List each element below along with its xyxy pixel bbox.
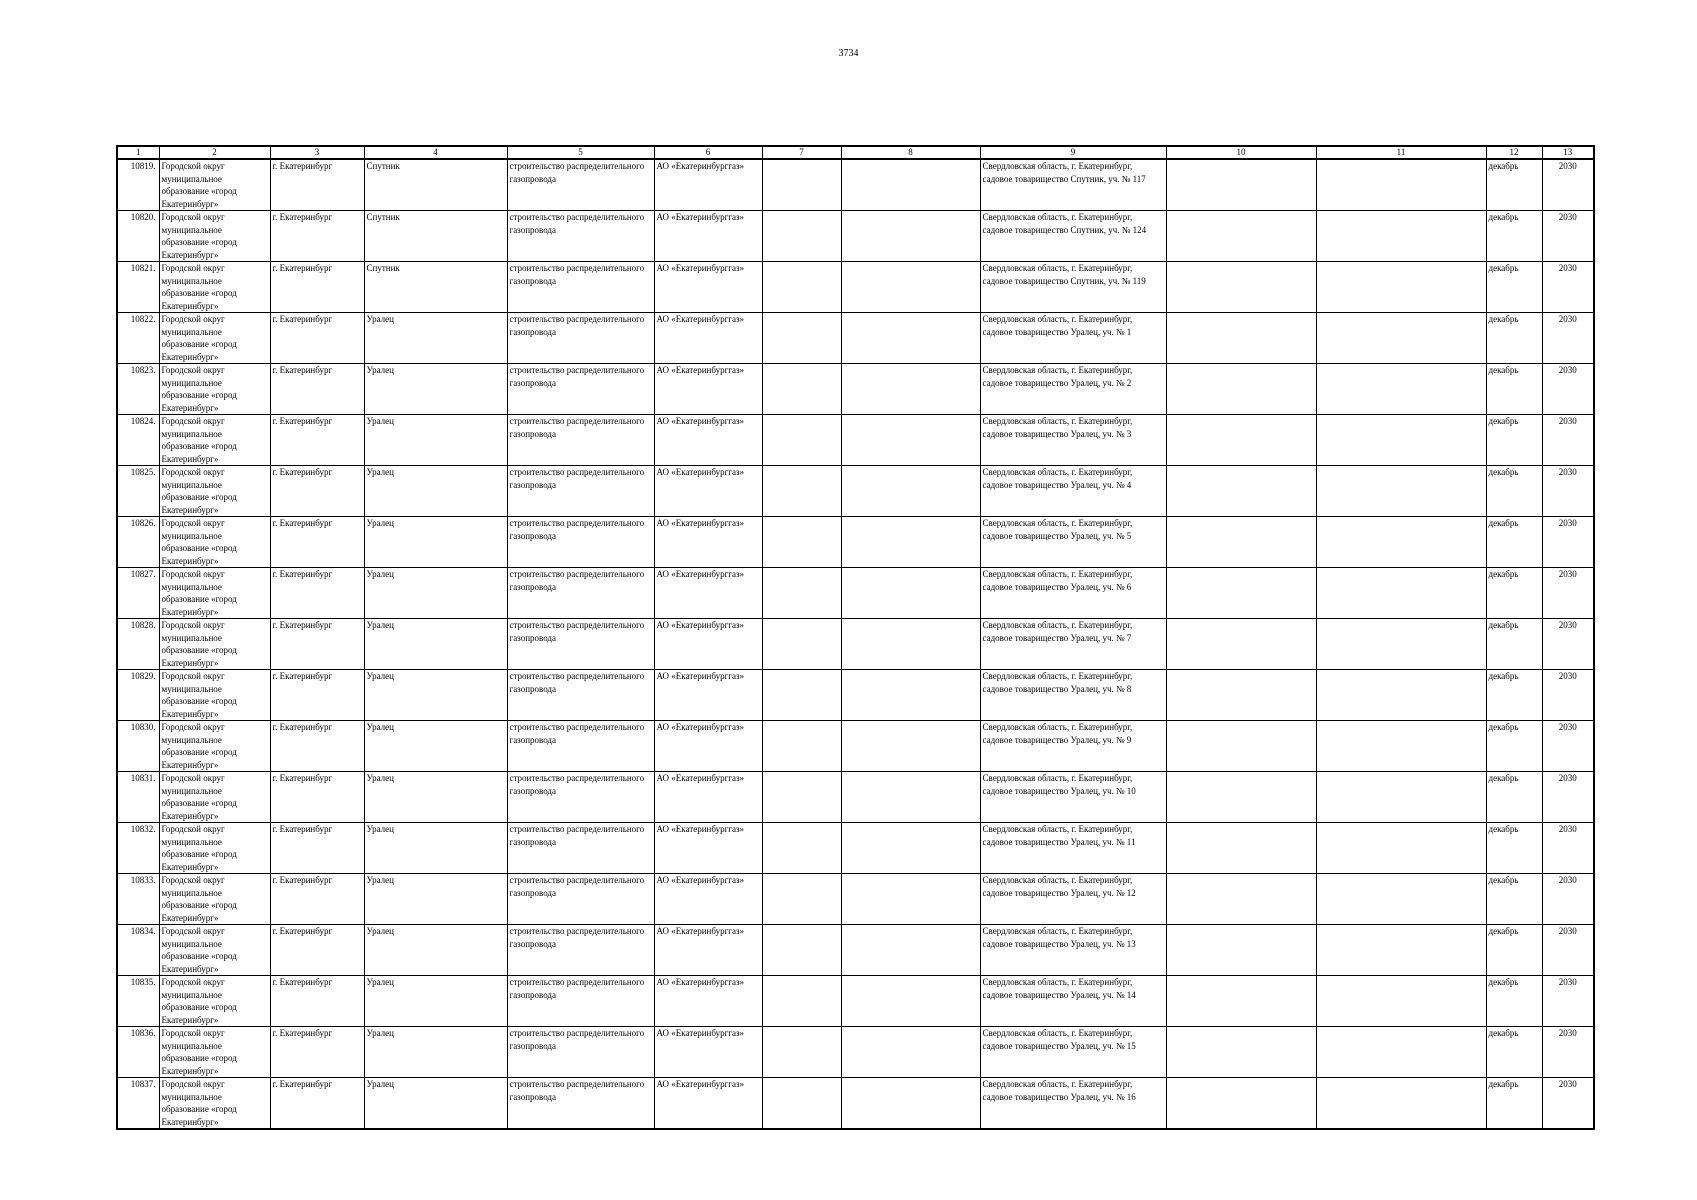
row-number: 10828.: [117, 619, 159, 670]
organization-cell: АО «Екатеринбурггаз»: [654, 772, 762, 823]
address-cell: Свердловская область, г. Екатеринбург, садовое товарищество Уралец, уч. № 10: [980, 772, 1166, 823]
work-type-cell: строительство распределительного газопровода: [507, 670, 654, 721]
address-cell: Свердловская область, г. Екатеринбург, садовое товарищество Спутник, уч. № 117: [980, 159, 1166, 211]
table-row: [117, 1027, 1594, 1078]
column-number-4: 4: [364, 146, 507, 159]
year-cell: 2030: [1542, 262, 1594, 313]
month-cell: декабрь: [1486, 976, 1542, 1027]
table-row: [117, 619, 1594, 670]
city-cell: г. Екатеринбург: [270, 415, 364, 466]
column-number-row: [117, 146, 1594, 159]
column-number-6: 6: [654, 146, 762, 159]
year-cell: 2030: [1542, 568, 1594, 619]
column-11-cell: [1316, 466, 1486, 517]
settlement-cell: Спутник: [364, 211, 507, 262]
table-row: [117, 415, 1594, 466]
organization-cell: АО «Екатеринбурггаз»: [654, 1078, 762, 1130]
district-cell: Городской округ муниципальное образование «город Екатеринбург»: [159, 517, 270, 568]
year-cell: 2030: [1542, 670, 1594, 721]
year-cell: 2030: [1542, 159, 1594, 211]
settlement-cell: Спутник: [364, 159, 507, 211]
district-cell: Городской округ муниципальное образование «город Екатеринбург»: [159, 262, 270, 313]
column-11-cell: [1316, 364, 1486, 415]
table-row: [117, 925, 1594, 976]
year-cell: 2030: [1542, 619, 1594, 670]
column-number-5: 5: [507, 146, 654, 159]
year-cell: 2030: [1542, 211, 1594, 262]
column-8-cell: [841, 211, 980, 262]
page-number: 3734: [838, 48, 859, 59]
column-7-cell: [762, 364, 841, 415]
work-type-cell: строительство распределительного газопровода: [507, 1027, 654, 1078]
column-11-cell: [1316, 262, 1486, 313]
column-11-cell: [1316, 670, 1486, 721]
column-11-cell: [1316, 772, 1486, 823]
city-cell: г. Екатеринбург: [270, 874, 364, 925]
column-7-cell: [762, 466, 841, 517]
organization-cell: АО «Екатеринбурггаз»: [654, 670, 762, 721]
column-number-10: 10: [1166, 146, 1316, 159]
organization-cell: АО «Екатеринбурггаз»: [654, 1027, 762, 1078]
address-cell: Свердловская область, г. Екатеринбург, садовое товарищество Уралец, уч. № 2: [980, 364, 1166, 415]
row-number: 10824.: [117, 415, 159, 466]
district-cell: Городской округ муниципальное образование «город Екатеринбург»: [159, 364, 270, 415]
city-cell: г. Екатеринбург: [270, 721, 364, 772]
organization-cell: АО «Екатеринбурггаз»: [654, 874, 762, 925]
address-cell: Свердловская область, г. Екатеринбург, садовое товарищество Спутник, уч. № 119: [980, 262, 1166, 313]
district-cell: Городской округ муниципальное образование «город Екатеринбург»: [159, 415, 270, 466]
column-10-cell: [1166, 466, 1316, 517]
table-body: [117, 146, 1594, 1129]
column-8-cell: [841, 262, 980, 313]
column-11-cell: [1316, 159, 1486, 211]
settlement-cell: Уралец: [364, 364, 507, 415]
month-cell: декабрь: [1486, 159, 1542, 211]
month-cell: декабрь: [1486, 670, 1542, 721]
address-cell: Свердловская область, г. Екатеринбург, садовое товарищество Уралец, уч. № 8: [980, 670, 1166, 721]
district-cell: Городской округ муниципальное образование «город Екатеринбург»: [159, 619, 270, 670]
column-10-cell: [1166, 364, 1316, 415]
organization-cell: АО «Екатеринбурггаз»: [654, 823, 762, 874]
column-8-cell: [841, 874, 980, 925]
address-cell: Свердловская область, г. Екатеринбург, садовое товарищество Уралец, уч. № 4: [980, 466, 1166, 517]
column-10-cell: [1166, 159, 1316, 211]
organization-cell: АО «Екатеринбурггаз»: [654, 159, 762, 211]
column-7-cell: [762, 976, 841, 1027]
table-row: [117, 823, 1594, 874]
column-7-cell: [762, 159, 841, 211]
organization-cell: АО «Екатеринбурггаз»: [654, 925, 762, 976]
column-11-cell: [1316, 874, 1486, 925]
year-cell: 2030: [1542, 721, 1594, 772]
column-number-11: 11: [1316, 146, 1486, 159]
row-number: 10834.: [117, 925, 159, 976]
city-cell: г. Екатеринбург: [270, 568, 364, 619]
column-7-cell: [762, 721, 841, 772]
district-cell: Городской округ муниципальное образование «город Екатеринбург»: [159, 159, 270, 211]
column-11-cell: [1316, 211, 1486, 262]
column-8-cell: [841, 670, 980, 721]
row-number: 10832.: [117, 823, 159, 874]
column-8-cell: [841, 619, 980, 670]
row-number: 10835.: [117, 976, 159, 1027]
work-type-cell: строительство распределительного газопровода: [507, 517, 654, 568]
column-11-cell: [1316, 1078, 1486, 1130]
organization-cell: АО «Екатеринбурггаз»: [654, 313, 762, 364]
column-8-cell: [841, 976, 980, 1027]
column-10-cell: [1166, 517, 1316, 568]
address-cell: Свердловская область, г. Екатеринбург, садовое товарищество Спутник, уч. № 124: [980, 211, 1166, 262]
district-cell: Городской округ муниципальное образование «город Екатеринбург»: [159, 1027, 270, 1078]
year-cell: 2030: [1542, 313, 1594, 364]
column-10-cell: [1166, 262, 1316, 313]
organization-cell: АО «Екатеринбурггаз»: [654, 364, 762, 415]
year-cell: 2030: [1542, 976, 1594, 1027]
column-10-cell: [1166, 721, 1316, 772]
settlement-cell: Уралец: [364, 976, 507, 1027]
address-cell: Свердловская область, г. Екатеринбург, садовое товарищество Уралец, уч. № 11: [980, 823, 1166, 874]
month-cell: декабрь: [1486, 568, 1542, 619]
organization-cell: АО «Екатеринбурггаз»: [654, 262, 762, 313]
column-10-cell: [1166, 211, 1316, 262]
address-cell: Свердловская область, г. Екатеринбург, садовое товарищество Уралец, уч. № 13: [980, 925, 1166, 976]
district-cell: Городской округ муниципальное образование «город Екатеринбург»: [159, 670, 270, 721]
column-number-2: 2: [159, 146, 270, 159]
row-number: 10827.: [117, 568, 159, 619]
column-10-cell: [1166, 823, 1316, 874]
year-cell: 2030: [1542, 415, 1594, 466]
city-cell: г. Екатеринбург: [270, 211, 364, 262]
address-cell: Свердловская область, г. Екатеринбург, садовое товарищество Уралец, уч. № 5: [980, 517, 1166, 568]
year-cell: 2030: [1542, 364, 1594, 415]
column-10-cell: [1166, 1027, 1316, 1078]
address-cell: Свердловская область, г. Екатеринбург, садовое товарищество Уралец, уч. № 16: [980, 1078, 1166, 1130]
row-number: 10826.: [117, 517, 159, 568]
address-cell: Свердловская область, г. Екатеринбург, садовое товарищество Уралец, уч. № 9: [980, 721, 1166, 772]
settlement-cell: Уралец: [364, 925, 507, 976]
column-number-12: 12: [1486, 146, 1542, 159]
address-cell: Свердловская область, г. Екатеринбург, садовое товарищество Уралец, уч. № 15: [980, 1027, 1166, 1078]
city-cell: г. Екатеринбург: [270, 976, 364, 1027]
year-cell: 2030: [1542, 925, 1594, 976]
month-cell: декабрь: [1486, 313, 1542, 364]
row-number: 10822.: [117, 313, 159, 364]
column-7-cell: [762, 262, 841, 313]
column-11-cell: [1316, 313, 1486, 364]
column-11-cell: [1316, 721, 1486, 772]
year-cell: 2030: [1542, 823, 1594, 874]
settlement-cell: Уралец: [364, 721, 507, 772]
organization-cell: АО «Екатеринбурггаз»: [654, 211, 762, 262]
column-number-8: 8: [841, 146, 980, 159]
work-type-cell: строительство распределительного газопровода: [507, 364, 654, 415]
table-row: [117, 874, 1594, 925]
column-11-cell: [1316, 925, 1486, 976]
column-8-cell: [841, 313, 980, 364]
month-cell: декабрь: [1486, 262, 1542, 313]
address-cell: Свердловская область, г. Екатеринбург, садовое товарищество Уралец, уч. № 6: [980, 568, 1166, 619]
month-cell: декабрь: [1486, 874, 1542, 925]
organization-cell: АО «Екатеринбурггаз»: [654, 466, 762, 517]
column-10-cell: [1166, 670, 1316, 721]
month-cell: декабрь: [1486, 211, 1542, 262]
month-cell: декабрь: [1486, 364, 1542, 415]
column-8-cell: [841, 721, 980, 772]
work-type-cell: строительство распределительного газопровода: [507, 415, 654, 466]
column-8-cell: [841, 1027, 980, 1078]
table-row: [117, 466, 1594, 517]
column-number-9: 9: [980, 146, 1166, 159]
month-cell: декабрь: [1486, 466, 1542, 517]
city-cell: г. Екатеринбург: [270, 1027, 364, 1078]
organization-cell: АО «Екатеринбурггаз»: [654, 415, 762, 466]
work-type-cell: строительство распределительного газопровода: [507, 925, 654, 976]
settlement-cell: Уралец: [364, 1027, 507, 1078]
row-number: 10829.: [117, 670, 159, 721]
column-11-cell: [1316, 823, 1486, 874]
settlement-cell: Спутник: [364, 262, 507, 313]
city-cell: г. Екатеринбург: [270, 313, 364, 364]
column-11-cell: [1316, 1027, 1486, 1078]
organization-cell: АО «Екатеринбурггаз»: [654, 568, 762, 619]
year-cell: 2030: [1542, 466, 1594, 517]
district-cell: Городской округ муниципальное образование «город Екатеринбург»: [159, 568, 270, 619]
row-number: 10819.: [117, 159, 159, 211]
month-cell: декабрь: [1486, 823, 1542, 874]
column-8-cell: [841, 517, 980, 568]
column-7-cell: [762, 772, 841, 823]
organization-cell: АО «Екатеринбурггаз»: [654, 976, 762, 1027]
city-cell: г. Екатеринбург: [270, 823, 364, 874]
month-cell: декабрь: [1486, 517, 1542, 568]
year-cell: 2030: [1542, 874, 1594, 925]
column-7-cell: [762, 568, 841, 619]
column-11-cell: [1316, 619, 1486, 670]
row-number: 10820.: [117, 211, 159, 262]
column-8-cell: [841, 925, 980, 976]
organization-cell: АО «Екатеринбурггаз»: [654, 721, 762, 772]
column-7-cell: [762, 1078, 841, 1130]
column-7-cell: [762, 619, 841, 670]
column-7-cell: [762, 1027, 841, 1078]
column-8-cell: [841, 364, 980, 415]
column-8-cell: [841, 415, 980, 466]
column-number-13: 13: [1542, 146, 1594, 159]
work-type-cell: строительство распределительного газопровода: [507, 823, 654, 874]
month-cell: декабрь: [1486, 1027, 1542, 1078]
column-11-cell: [1316, 517, 1486, 568]
work-type-cell: строительство распределительного газопровода: [507, 721, 654, 772]
work-type-cell: строительство распределительного газопровода: [507, 568, 654, 619]
address-cell: Свердловская область, г. Екатеринбург, садовое товарищество Уралец, уч. № 3: [980, 415, 1166, 466]
address-cell: Свердловская область, г. Екатеринбург, садовое товарищество Уралец, уч. № 12: [980, 874, 1166, 925]
row-number: 10831.: [117, 772, 159, 823]
district-cell: Городской округ муниципальное образование «город Екатеринбург»: [159, 976, 270, 1027]
column-10-cell: [1166, 568, 1316, 619]
column-11-cell: [1316, 976, 1486, 1027]
organization-cell: АО «Екатеринбурггаз»: [654, 517, 762, 568]
year-cell: 2030: [1542, 1027, 1594, 1078]
column-8-cell: [841, 772, 980, 823]
settlement-cell: Уралец: [364, 313, 507, 364]
work-type-cell: строительство распределительного газопровода: [507, 772, 654, 823]
city-cell: г. Екатеринбург: [270, 364, 364, 415]
city-cell: г. Екатеринбург: [270, 262, 364, 313]
district-cell: Городской округ муниципальное образование «город Екатеринбург»: [159, 925, 270, 976]
table-row: [117, 211, 1594, 262]
settlement-cell: Уралец: [364, 415, 507, 466]
district-cell: Городской округ муниципальное образование «город Екатеринбург»: [159, 823, 270, 874]
row-number: 10823.: [117, 364, 159, 415]
column-10-cell: [1166, 976, 1316, 1027]
work-type-cell: строительство распределительного газопровода: [507, 874, 654, 925]
column-7-cell: [762, 823, 841, 874]
column-7-cell: [762, 925, 841, 976]
table-row: [117, 262, 1594, 313]
settlement-cell: Уралец: [364, 619, 507, 670]
month-cell: декабрь: [1486, 721, 1542, 772]
work-type-cell: строительство распределительного газопровода: [507, 313, 654, 364]
row-number: 10837.: [117, 1078, 159, 1130]
column-10-cell: [1166, 1078, 1316, 1130]
column-7-cell: [762, 874, 841, 925]
city-cell: г. Екатеринбург: [270, 466, 364, 517]
row-number: 10821.: [117, 262, 159, 313]
column-number-3: 3: [270, 146, 364, 159]
settlement-cell: Уралец: [364, 772, 507, 823]
city-cell: г. Екатеринбург: [270, 619, 364, 670]
month-cell: декабрь: [1486, 1078, 1542, 1130]
city-cell: г. Екатеринбург: [270, 1078, 364, 1130]
work-type-cell: строительство распределительного газопровода: [507, 976, 654, 1027]
column-number-7: 7: [762, 146, 841, 159]
row-number: 10830.: [117, 721, 159, 772]
column-7-cell: [762, 415, 841, 466]
district-cell: Городской округ муниципальное образование «город Екатеринбург»: [159, 1078, 270, 1130]
city-cell: г. Екатеринбург: [270, 159, 364, 211]
address-cell: Свердловская область, г. Екатеринбург, садовое товарищество Уралец, уч. № 1: [980, 313, 1166, 364]
table-row: [117, 772, 1594, 823]
column-10-cell: [1166, 772, 1316, 823]
column-10-cell: [1166, 619, 1316, 670]
district-cell: Городской округ муниципальное образование «город Екатеринбург»: [159, 313, 270, 364]
column-8-cell: [841, 1078, 980, 1130]
column-8-cell: [841, 466, 980, 517]
column-11-cell: [1316, 415, 1486, 466]
address-cell: Свердловская область, г. Екатеринбург, садовое товарищество Уралец, уч. № 7: [980, 619, 1166, 670]
table-row: [117, 976, 1594, 1027]
column-8-cell: [841, 823, 980, 874]
district-cell: Городской округ муниципальное образование «город Екатеринбург»: [159, 772, 270, 823]
district-cell: Городской округ муниципальное образование «город Екатеринбург»: [159, 721, 270, 772]
column-number-1: 1: [117, 146, 159, 159]
district-cell: Городской округ муниципальное образование «город Екатеринбург»: [159, 466, 270, 517]
column-10-cell: [1166, 313, 1316, 364]
settlement-cell: Уралец: [364, 517, 507, 568]
column-10-cell: [1166, 874, 1316, 925]
month-cell: декабрь: [1486, 415, 1542, 466]
register-table: [116, 145, 1595, 1130]
district-cell: Городской округ муниципальное образование «город Екатеринбург»: [159, 211, 270, 262]
column-7-cell: [762, 313, 841, 364]
city-cell: г. Екатеринбург: [270, 925, 364, 976]
work-type-cell: строительство распределительного газопровода: [507, 1078, 654, 1130]
city-cell: г. Екатеринбург: [270, 772, 364, 823]
column-8-cell: [841, 568, 980, 619]
city-cell: г. Екатеринбург: [270, 517, 364, 568]
year-cell: 2030: [1542, 517, 1594, 568]
table-row: [117, 670, 1594, 721]
row-number: 10825.: [117, 466, 159, 517]
row-number: 10836.: [117, 1027, 159, 1078]
table-row: [117, 364, 1594, 415]
column-11-cell: [1316, 568, 1486, 619]
settlement-cell: Уралец: [364, 823, 507, 874]
table-row: [117, 1078, 1594, 1130]
month-cell: декабрь: [1486, 925, 1542, 976]
table-row: [117, 159, 1594, 211]
year-cell: 2030: [1542, 772, 1594, 823]
column-7-cell: [762, 670, 841, 721]
settlement-cell: Уралец: [364, 1078, 507, 1130]
column-10-cell: [1166, 415, 1316, 466]
work-type-cell: строительство распределительного газопровода: [507, 466, 654, 517]
work-type-cell: строительство распределительного газопровода: [507, 262, 654, 313]
organization-cell: АО «Екатеринбурггаз»: [654, 619, 762, 670]
settlement-cell: Уралец: [364, 568, 507, 619]
work-type-cell: строительство распределительного газопровода: [507, 619, 654, 670]
table-row: [117, 517, 1594, 568]
settlement-cell: Уралец: [364, 874, 507, 925]
month-cell: декабрь: [1486, 619, 1542, 670]
table-row: [117, 313, 1594, 364]
settlement-cell: Уралец: [364, 466, 507, 517]
month-cell: декабрь: [1486, 772, 1542, 823]
district-cell: Городской округ муниципальное образование «город Екатеринбург»: [159, 874, 270, 925]
column-7-cell: [762, 211, 841, 262]
work-type-cell: строительство распределительного газопровода: [507, 211, 654, 262]
column-10-cell: [1166, 925, 1316, 976]
table-row: [117, 568, 1594, 619]
work-type-cell: строительство распределительного газопровода: [507, 159, 654, 211]
row-number: 10833.: [117, 874, 159, 925]
column-7-cell: [762, 517, 841, 568]
city-cell: г. Екатеринбург: [270, 670, 364, 721]
settlement-cell: Уралец: [364, 670, 507, 721]
table-row: [117, 721, 1594, 772]
year-cell: 2030: [1542, 1078, 1594, 1130]
column-8-cell: [841, 159, 980, 211]
address-cell: Свердловская область, г. Екатеринбург, садовое товарищество Уралец, уч. № 14: [980, 976, 1166, 1027]
